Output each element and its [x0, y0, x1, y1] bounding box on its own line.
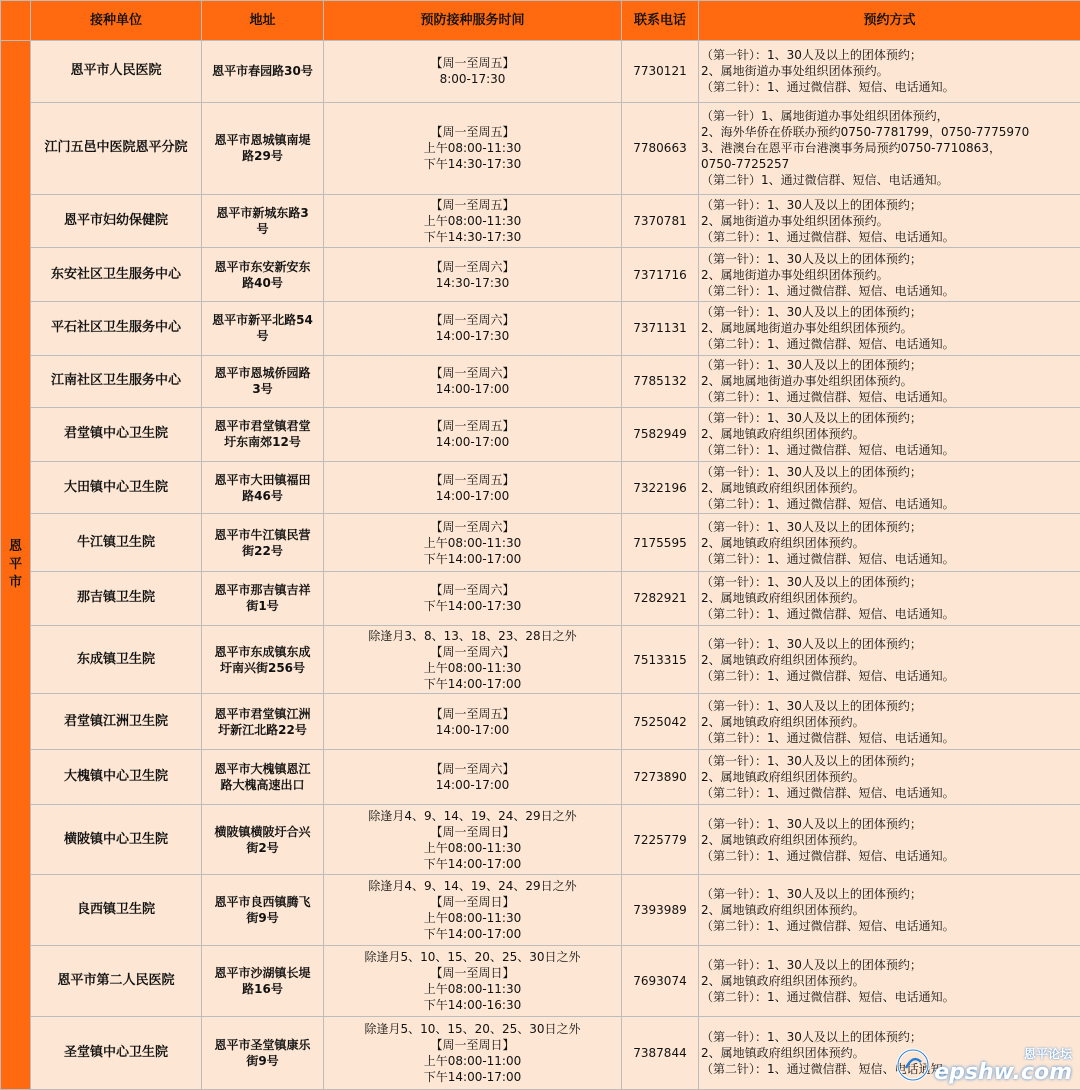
table-row — [1, 625, 1080, 694]
booking-line: （第二针）：1、通过微信群、短信、电话通知。 — [701, 337, 955, 352]
booking-line: （第二针）1、通过微信群、短信、电话通知。 — [701, 173, 949, 188]
booking-line: 2、属地属地街道办事处组织团体预约。 — [701, 321, 913, 336]
unit-cell: 圣堂镇中心卫生院 — [31, 1017, 202, 1090]
address-line: 恩平市良西镇腾飞 — [214, 895, 311, 910]
booking-line: （第一针）：1、30人及以上的团体预约； — [701, 251, 922, 266]
address-cell — [202, 750, 324, 805]
time-line: 8:00-17:30 — [439, 72, 506, 87]
booking-cell — [699, 102, 1080, 194]
watermark-cn: 恩平论坛 — [1023, 1047, 1072, 1061]
time-line: 下午14:30-17:30 — [423, 230, 522, 245]
unit-cell: 那吉镇卫生院 — [31, 572, 202, 626]
booking-line: 2、属地镇政府组织团体预约。 — [701, 480, 865, 495]
phone-cell: 7273890 — [622, 750, 699, 805]
time-line: 【周一至周五】 — [430, 419, 515, 434]
booking-line: （第二针）：1、通过微信群、短信、电话通知。 — [701, 80, 955, 95]
booking-line: 0750-7725257 — [701, 157, 790, 172]
address-line: 圩新江北路22号 — [218, 722, 307, 737]
address-line: 街9号 — [246, 911, 279, 926]
table-row — [1, 750, 1080, 805]
booking-cell — [699, 946, 1080, 1017]
address-line: 恩平市圣堂镇康乐 — [214, 1038, 311, 1053]
time-cell — [324, 1017, 622, 1090]
booking-line: 2、属地镇政府组织团体预约。 — [701, 1046, 865, 1061]
unit-cell: 江门五邑中医院恩平分院 — [31, 102, 202, 194]
booking-line: （第二针）：1、通过微信群、短信、电话通知。 — [701, 730, 955, 745]
time-cell — [324, 248, 622, 302]
time-line: 【周一至周六】 — [430, 583, 515, 598]
table-row — [1, 301, 1080, 355]
address-line: 圩东南郊12号 — [224, 435, 301, 450]
table-row — [1, 694, 1080, 750]
booking-cell — [699, 514, 1080, 572]
time-line: 下午14:00-16:30 — [423, 998, 522, 1013]
booking-line: 2、属地街道办事处组织团体预约。 — [701, 214, 889, 229]
address-cell — [202, 804, 324, 875]
address-line: 3号 — [252, 382, 273, 397]
time-line: 【周一至周六】 — [430, 644, 515, 659]
time-line: 下午14:30-17:30 — [423, 157, 522, 172]
time-line: 除逢月4、9、14、19、24、29日之外 — [368, 879, 577, 894]
booking-line: （第二针）：1、通过微信群、短信、电话通知。 — [701, 496, 955, 511]
time-line: 【周一至周日】 — [430, 966, 515, 981]
time-line: 除逢月5、10、15、20、25、30日之外 — [364, 1022, 581, 1037]
unit-cell: 恩平市人民医院 — [31, 41, 202, 103]
time-cell — [324, 355, 622, 408]
table-row — [1, 408, 1080, 462]
time-line: 上午08:00-11:00 — [423, 1054, 522, 1069]
time-line: 14:00-17:00 — [435, 488, 510, 503]
phone-cell: 7785132 — [622, 355, 699, 408]
time-line: 【周一至周五】 — [430, 706, 515, 721]
phone-cell: 7371131 — [622, 301, 699, 355]
time-line: 上午08:00-11:30 — [423, 141, 522, 156]
time-line: 【周一至周六】 — [430, 519, 515, 534]
address-line: 恩平市君堂镇江洲 — [214, 706, 311, 721]
booking-line: （第一针）：1、30人及以上的团体预约； — [701, 698, 922, 713]
booking-line: 2、属地街道办事处组织团体预约。 — [701, 64, 889, 79]
table-row — [1, 1017, 1080, 1090]
booking-line: （第二针）：1、通过微信群、短信、电话通知。 — [701, 230, 955, 245]
time-line: 下午14:00-17:00 — [423, 551, 522, 566]
booking-line: （第一针）：1、30人及以上的团体预约； — [701, 358, 922, 373]
address-line: 恩平市大槐镇恩江 — [214, 761, 311, 776]
address-line: 街9号 — [246, 1054, 279, 1069]
time-cell — [324, 750, 622, 805]
address-line: 号 — [256, 222, 269, 237]
address-line: 恩平市恩城侨园路 — [214, 366, 311, 381]
time-cell — [324, 301, 622, 355]
booking-line: 2、属地镇政府组织团体预约。 — [701, 591, 865, 606]
time-cell — [324, 194, 622, 248]
booking-line: 2、属地镇政府组织团体预约。 — [701, 769, 865, 784]
booking-cell — [699, 248, 1080, 302]
address-line: 恩平市大田镇福田 — [214, 472, 311, 487]
phone-cell: 7225779 — [622, 804, 699, 875]
booking-line: （第一针）：1、30人及以上的团体预约； — [701, 48, 922, 63]
time-line: 14:00-17:00 — [435, 435, 510, 450]
booking-line: （第一针）：1、30人及以上的团体预约； — [701, 575, 922, 590]
booking-line: （第一针）：1、30人及以上的团体预约； — [701, 1030, 922, 1045]
booking-line: 2、属地镇政府组织团体预约。 — [701, 427, 865, 442]
phone-cell: 7393989 — [622, 875, 699, 946]
time-line: 上午08:00-11:30 — [423, 660, 522, 675]
address-cell — [202, 194, 324, 248]
booking-line: 3、港澳台在恩平市台港澳事务局预约0750-7710863， — [701, 141, 1001, 156]
address-cell — [202, 625, 324, 694]
booking-line: 2、属地镇政府组织团体预约。 — [701, 535, 865, 550]
region-header-cell — [1, 1, 31, 41]
time-line: 上午08:00-11:30 — [423, 840, 522, 855]
booking-line: （第二针）：1、通过微信群、短信、电话通知。 — [701, 785, 955, 800]
booking-line: （第一针）：1、30人及以上的团体预约； — [701, 464, 922, 479]
time-line: 除逢月4、9、14、19、24、29日之外 — [368, 808, 577, 823]
unit-cell: 君堂镇中心卫生院 — [31, 408, 202, 462]
booking-line: （第二针）：1、通过微信群、短信、电话通知。 — [701, 390, 955, 405]
phone-cell: 7387844 — [622, 1017, 699, 1090]
time-line: 14:00-17:30 — [435, 329, 510, 344]
address-line: 恩平市恩城镇南堤 — [214, 133, 311, 148]
table-row — [1, 355, 1080, 408]
booking-line: 2、属地镇政府组织团体预约。 — [701, 903, 865, 918]
phone-cell: 7371716 — [622, 248, 699, 302]
phone-cell: 7780663 — [622, 102, 699, 194]
address-line: 路29号 — [242, 149, 283, 164]
time-line: 【周一至周六】 — [430, 761, 515, 776]
booking-line: （第二针）：1、通过微信群、短信、电话通知。 — [701, 283, 955, 298]
booking-cell — [699, 194, 1080, 248]
time-line: 除逢月5、10、15、20、25、30日之外 — [364, 950, 581, 965]
address-cell — [202, 408, 324, 462]
booking-header: 预约方式 — [699, 1, 1080, 41]
address-cell — [202, 102, 324, 194]
address-line: 路大槐高速出口 — [220, 777, 305, 792]
booking-line: （第二针）：1、通过微信群、短信、电话通知。 — [701, 443, 955, 458]
booking-line: （第一针）：1、30人及以上的团体预约； — [701, 636, 922, 651]
booking-line: （第二针）：1、通过微信群、短信、电话通知。 — [701, 848, 955, 863]
time-line: 下午14:00-17:00 — [423, 676, 522, 691]
unit-cell: 江南社区卫生服务中心 — [31, 355, 202, 408]
table-body — [1, 41, 1080, 1090]
time-line: 14:00-17:00 — [435, 382, 510, 397]
address-line: 恩平市春园路30号 — [212, 64, 313, 79]
address-line: 恩平市君堂镇君堂 — [214, 419, 311, 434]
phone-cell: 7370781 — [622, 194, 699, 248]
table-row — [1, 875, 1080, 946]
region-cell — [1, 41, 31, 1090]
booking-line: （第二针）：1、通过微信群、短信、电话通知。 — [701, 990, 955, 1005]
time-line: 【周一至周六】 — [430, 366, 515, 381]
booking-line: 2、海外华侨在侨联办预约0750-7781799，0750-7775970 — [701, 125, 1030, 140]
address-line: 恩平市新城东路3 — [216, 206, 309, 221]
booking-cell — [699, 804, 1080, 875]
booking-cell — [699, 41, 1080, 103]
time-line: 【周一至周五】 — [430, 56, 515, 71]
booking-line: 2、属地镇政府组织团体预约。 — [701, 714, 865, 729]
booking-cell — [699, 408, 1080, 462]
time-cell — [324, 804, 622, 875]
address-line: 恩平市牛江镇民营 — [214, 527, 311, 542]
booking-line: 2、属地属地街道办事处组织团体预约。 — [701, 374, 913, 389]
time-line: 【周一至周日】 — [430, 1038, 515, 1053]
address-line: 圩南兴街256号 — [219, 660, 306, 675]
header-row — [1, 1, 1080, 41]
table-row — [1, 102, 1080, 194]
time-line: 除逢月3、8、13、18、23、28日之外 — [368, 628, 577, 643]
time-cell — [324, 625, 622, 694]
unit-cell: 平石社区卫生服务中心 — [31, 301, 202, 355]
time-cell — [324, 572, 622, 626]
booking-line: 2、属地镇政府组织团体预约。 — [701, 652, 865, 667]
address-line: 街2号 — [246, 840, 279, 855]
booking-line: （第一针）1、属地街道办事处组织团体预约， — [701, 109, 949, 124]
table-row — [1, 804, 1080, 875]
time-line: 上午08:00-11:30 — [423, 982, 522, 997]
time-line: 下午14:00-17:00 — [423, 1070, 522, 1085]
time-cell — [324, 41, 622, 103]
phone-cell: 7730121 — [622, 41, 699, 103]
booking-line: （第一针）：1、30人及以上的团体预约； — [701, 958, 922, 973]
address-cell — [202, 355, 324, 408]
time-line: 上午08:00-11:30 — [423, 911, 522, 926]
address-line: 恩平市沙湖镇长堤 — [214, 966, 311, 981]
time-line: 14:30-17:30 — [435, 275, 510, 290]
time-cell — [324, 694, 622, 750]
phone-cell: 7322196 — [622, 461, 699, 514]
address-line: 路46号 — [242, 488, 283, 503]
address-cell — [202, 41, 324, 103]
address-line: 恩平市东安新安东 — [214, 259, 311, 274]
booking-line: （第二针）：1、通过微信群、短信、电话通知。 — [701, 551, 955, 566]
address-line: 恩平市新平北路54 — [212, 313, 313, 328]
time-cell — [324, 946, 622, 1017]
booking-line: （第一针）：1、30人及以上的团体预约； — [701, 411, 922, 426]
time-cell — [324, 514, 622, 572]
table-row — [1, 946, 1080, 1017]
booking-line: （第二针）：1、通过微信群、短信、电话通知。 — [701, 607, 955, 622]
time-line: 上午08:00-11:30 — [423, 535, 522, 550]
unit-cell: 君堂镇江洲卫生院 — [31, 694, 202, 750]
time-line: 【周一至周六】 — [430, 259, 515, 274]
address-line: 恩平市东成镇东成 — [214, 644, 311, 659]
booking-cell — [699, 461, 1080, 514]
address-line: 恩平市那吉镇吉祥 — [214, 583, 311, 598]
booking-line: （第一针）：1、30人及以上的团体预约； — [701, 305, 922, 320]
time-line: 上午08:00-11:30 — [423, 214, 522, 229]
time-line: 【周一至周五】 — [430, 125, 515, 140]
booking-line: （第一针）：1、30人及以上的团体预约； — [701, 198, 922, 213]
booking-line: 2、属地镇政府组织团体预约。 — [701, 832, 865, 847]
time-line: 14:00-17:00 — [435, 777, 510, 792]
table-row — [1, 194, 1080, 248]
unit-cell: 牛江镇卫生院 — [31, 514, 202, 572]
unit-cell: 横陂镇中心卫生院 — [31, 804, 202, 875]
address-cell — [202, 461, 324, 514]
time-line: 【周一至周五】 — [430, 198, 515, 213]
unit-header: 接种单位 — [31, 1, 202, 41]
time-line: 下午14:00-17:00 — [423, 927, 522, 942]
booking-line: 2、属地街道办事处组织团体预约。 — [701, 267, 889, 282]
table-row — [1, 41, 1080, 103]
address-line: 街22号 — [242, 543, 283, 558]
booking-line: （第二针）：1、通过微信群、短信、电话通知。 — [701, 919, 955, 934]
booking-cell — [699, 1017, 1080, 1090]
phone-cell: 7525042 — [622, 694, 699, 750]
time-line: 下午14:00-17:00 — [423, 856, 522, 871]
address-line: 横陂镇横陂圩合兴 — [214, 824, 311, 839]
address-line: 路16号 — [242, 982, 283, 997]
booking-cell — [699, 625, 1080, 694]
unit-cell: 恩平市妇幼保健院 — [31, 194, 202, 248]
unit-cell: 大槐镇中心卫生院 — [31, 750, 202, 805]
unit-cell: 东安社区卫生服务中心 — [31, 248, 202, 302]
address-cell — [202, 572, 324, 626]
time-line: 下午14:00-17:30 — [423, 599, 522, 614]
watermark-en: epshw.com — [934, 1060, 1072, 1085]
address-cell — [202, 1017, 324, 1090]
address-line: 路40号 — [242, 275, 283, 290]
address-header: 地址 — [202, 1, 324, 41]
address-cell — [202, 248, 324, 302]
booking-line: （第一针）：1、30人及以上的团体预约； — [701, 753, 922, 768]
address-cell — [202, 301, 324, 355]
booking-cell — [699, 694, 1080, 750]
address-cell — [202, 875, 324, 946]
address-cell — [202, 946, 324, 1017]
address-cell — [202, 694, 324, 750]
unit-cell: 大田镇中心卫生院 — [31, 461, 202, 514]
region-label: 恩平市 — [8, 539, 22, 590]
booking-line: 2、属地镇政府组织团体预约。 — [701, 974, 865, 989]
table-row — [1, 572, 1080, 626]
time-cell — [324, 461, 622, 514]
address-line: 街1号 — [246, 599, 279, 614]
address-line: 号 — [256, 329, 269, 344]
booking-line: （第一针）：1、30人及以上的团体预约； — [701, 887, 922, 902]
time-line: 【周一至周五】 — [430, 472, 515, 487]
unit-cell: 东成镇卫生院 — [31, 625, 202, 694]
time-line: 【周一至周六】 — [430, 313, 515, 328]
booking-cell — [699, 355, 1080, 408]
booking-line: （第一针）：1、30人及以上的团体预约； — [701, 519, 922, 534]
phone-cell: 7513315 — [622, 625, 699, 694]
phone-header: 联系电话 — [622, 1, 699, 41]
phone-cell: 7693074 — [622, 946, 699, 1017]
booking-cell — [699, 301, 1080, 355]
table-row — [1, 461, 1080, 514]
time-line: 14:00-17:00 — [435, 722, 510, 737]
booking-cell — [699, 875, 1080, 946]
booking-line: （第一针）：1、30人及以上的团体预约； — [701, 816, 922, 831]
unit-cell: 恩平市第二人民医院 — [31, 946, 202, 1017]
time-cell — [324, 408, 622, 462]
phone-cell: 7175595 — [622, 514, 699, 572]
unit-cell: 良西镇卫生院 — [31, 875, 202, 946]
table-row — [1, 514, 1080, 572]
time-cell — [324, 875, 622, 946]
time-line: 【周一至周日】 — [430, 824, 515, 839]
table-row — [1, 248, 1080, 302]
booking-line: （第二针）：1、通过微信群、短信、电话通知。 — [701, 668, 955, 683]
time-line: 【周一至周日】 — [430, 895, 515, 910]
time-cell — [324, 102, 622, 194]
address-cell — [202, 514, 324, 572]
booking-cell — [699, 572, 1080, 626]
booking-cell — [699, 750, 1080, 805]
time-header: 预防接种服务时间 — [324, 1, 622, 41]
booking-line: （第二针）：1、通过微信群、短信、电话通知。 — [701, 1062, 955, 1077]
phone-cell: 7582949 — [622, 408, 699, 462]
phone-cell: 7282921 — [622, 572, 699, 626]
